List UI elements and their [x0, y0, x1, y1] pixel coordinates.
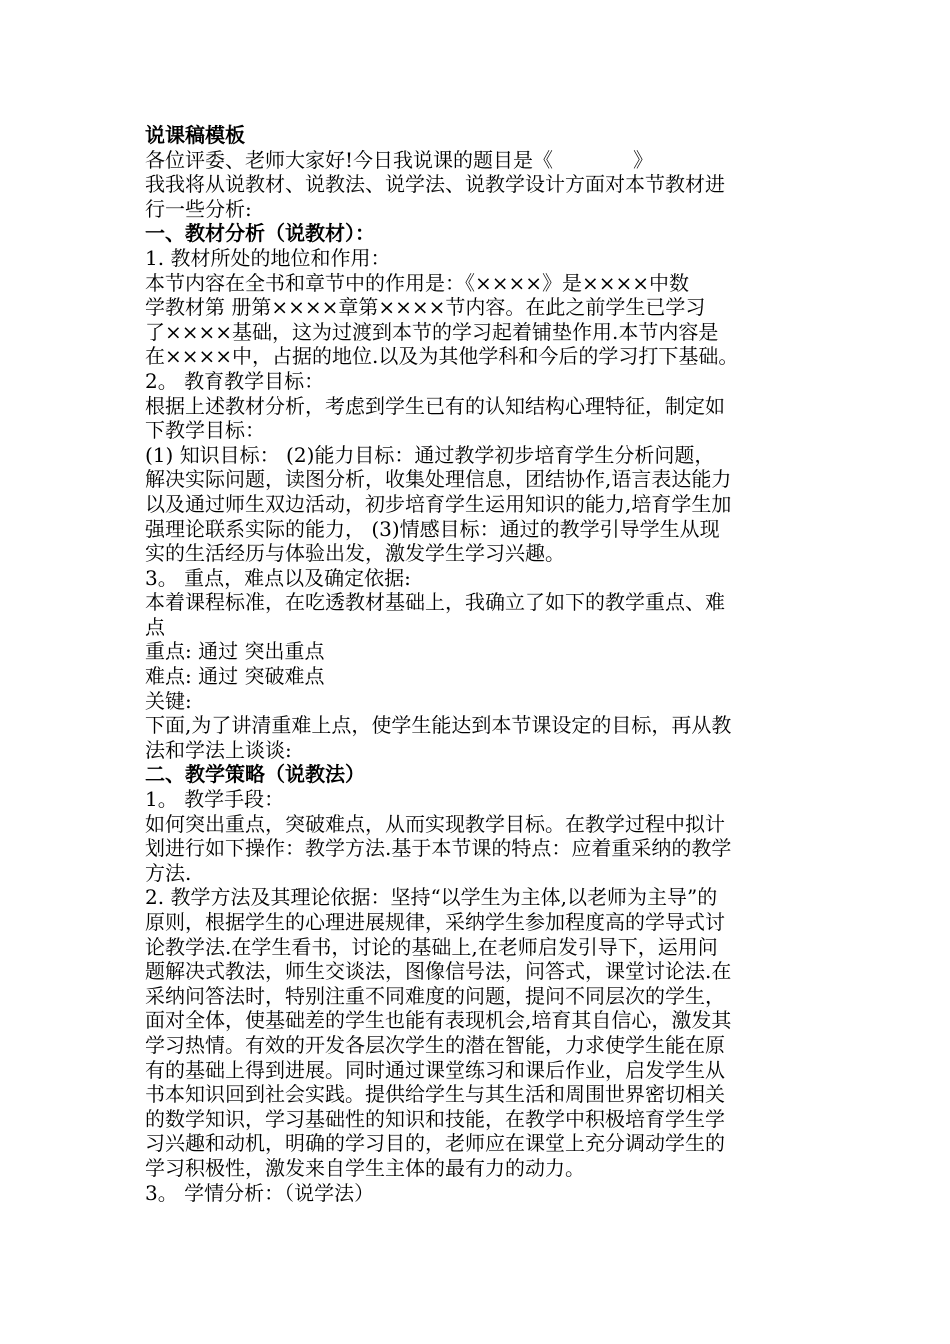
text-line: 学习积极性，激发来自学生主体的最有力的动力。	[145, 1155, 585, 1180]
text-line: 3。 重点，难点以及确定依据:	[145, 565, 411, 590]
text-line: 面对全体，使基础差的学生也能有表现机会,培育其自信心，激发其	[145, 1008, 732, 1033]
text-line: 题解决式教法，师生交谈法，图像信号法，问答式，课堂讨论法.在	[145, 959, 732, 984]
text-line: 难点: 通过 突破难点	[145, 664, 325, 689]
text-line: 习兴趣和动机，明确的学习目的，老师应在课堂上充分调动学生的	[145, 1131, 725, 1156]
text-line: 划进行如下操作：教学方法.基于本节课的特点：应着重采纳的教学	[145, 836, 732, 861]
text-line: 关键:	[145, 688, 192, 713]
text-line: (1) 知识目标： (2)能力目标：通过教学初步培育学生分析问题，	[145, 442, 715, 467]
text-line: 以及通过师生双边活动，初步培育学生运用知识的能力,培育学生加	[145, 491, 732, 516]
text-line: 学习热情。有效的开发各层次学生的潜在智能，力求使学生能在原	[145, 1032, 725, 1057]
text-line: 论教学法.在学生看书，讨论的基础上,在老师启发引导下，运用问	[145, 934, 718, 959]
section-heading: 二、教学策略（说教法）	[145, 762, 365, 787]
text-line: 根据上述教材分析，考虑到学生已有的认知结构心理特征，制定如	[145, 393, 725, 418]
text-line: 实的生活经历与体验出发，激发学生学习兴趣。	[145, 541, 565, 566]
text-line: 如何突出重点，突破难点，从而实现教学目标。在教学过程中拟计	[145, 811, 725, 836]
text-line: 下面,为了讲清重难上点，使学生能达到本节课设定的目标，再从教	[145, 713, 732, 738]
text-line: 各位评委、老师大家好!今日我说课的题目是《 》	[145, 147, 654, 172]
text-line: 下教学目标：	[145, 418, 265, 443]
text-line: 行一些分析:	[145, 196, 252, 221]
text-line: 重点: 通过 突出重点	[145, 639, 325, 664]
text-line: 我我将从说教材、说教法、说学法、说教学设计方面对本节教材进	[145, 172, 725, 197]
section-heading: 一、教材分析（说教材）：	[145, 221, 375, 246]
text-line: 原则，根据学生的心理进展规律，采纳学生参加程度高的学导式讨	[145, 910, 725, 934]
text-line: 强理论联系实际的能力， (3)情感目标：通过的教学引导学生从现	[145, 516, 720, 541]
text-line: 本着课程标准，在吃透教材基础上，我确立了如下的教学重点、难	[145, 590, 725, 615]
text-line: 1。 教学手段：	[145, 787, 285, 812]
text-line: 采纳问答法时，特别注重不同难度的问题，提问不同层次的学生，	[145, 983, 725, 1008]
text-line: 3。 学情分析：（说学法）	[145, 1180, 375, 1205]
text-line: 1. 教材所处的地位和作用：	[145, 245, 391, 270]
text-line: 2. 教学方法及其理论依据：坚持“以学生为主体,以老师为主导”的	[145, 885, 718, 910]
text-line: 解决实际问题，读图分析，收集处理信息，团结协作,语言表达能力	[145, 467, 732, 492]
section-heading: 说课稿模板	[145, 123, 245, 147]
text-line: 方法.	[145, 860, 192, 885]
text-line: 的数学知识，学习基础性的知识和技能，在教学中积极培育学生学	[145, 1106, 725, 1131]
document-body	[145, 123, 825, 1205]
text-line: 了××××基础，这为过渡到本节的学习起着铺垫作用.本节内容是	[145, 319, 719, 344]
text-line: 有的基础上得到进展。同时通过课堂练习和课后作业，启发学生从	[145, 1057, 725, 1082]
text-line: 2。 教育教学目标：	[145, 368, 325, 393]
text-line: 学教材第 册第××××章第××××节内容。在此之前学生已学习	[145, 295, 706, 320]
text-line: 在××××中，占据的地位.以及为其他学科和今后的学习打下基础。	[145, 344, 739, 369]
text-line: 法和学法上谈谈:	[145, 737, 292, 762]
text-line: 本节内容在全书和章节中的作用是：《××××》是××××中数	[145, 270, 690, 295]
text-line: 点	[145, 614, 165, 639]
text-line: 书本知识回到社会实践。提供给学生与其生活和周围世界密切相关	[145, 1082, 725, 1107]
